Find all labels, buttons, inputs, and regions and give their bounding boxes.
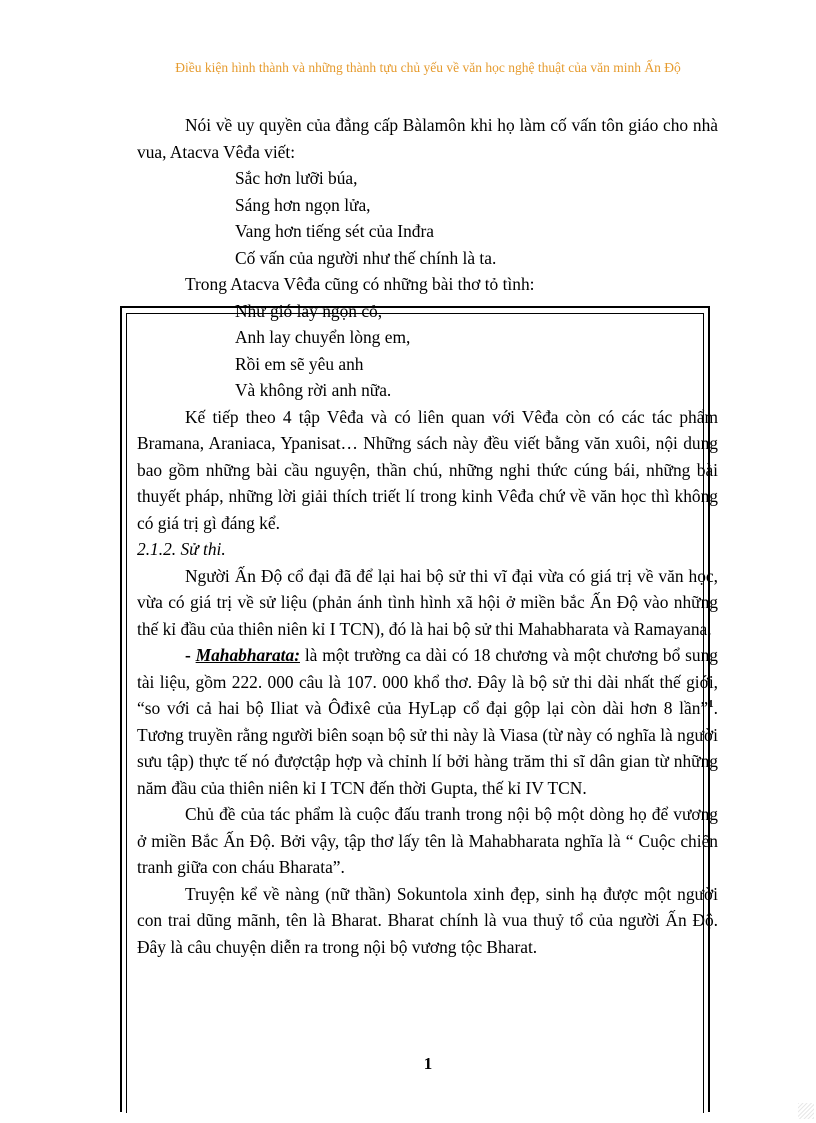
term-mahabharata: Mahabharata: xyxy=(195,645,300,665)
verse-line: Cố vấn của người như thế chính là ta. xyxy=(235,247,497,268)
verse-line: Rồi em sẽ yêu anh xyxy=(235,353,364,374)
verse-line: Anh lay chuyển lòng em, xyxy=(235,327,411,347)
verse-line: Vang hơn tiếng sét của Inđra xyxy=(235,221,434,241)
paragraph-other-works: Kế tiếp theo 4 tập Vêđa và có liên quan với Vêđa còn có các tác phẩm Bramana, Araniaca, Ypanisat… Những sách này đều viết bằng văn xuôi, nội dung bao gồm những bài cầu nguyện, thần chú, những nghi thức cúng bái, những bài thuyết pháp, những lời giải thích triết lí trong kinh Vêđa chứ về văn học thì không có giá trị gì đáng kể. xyxy=(137,406,718,533)
paragraph-story: Truyện kể về nàng (nữ thần) Sokuntola xinh đẹp, sinh hạ được một người con trai dũng mãnh, tên là Bharat. Bharat chính là vua thuỷ tổ của người Ấn Độ. Đây là câu chuyện diễn ra trong nội bộ vương tộc Bharat. xyxy=(137,883,718,957)
verse-block-1 xyxy=(137,165,718,271)
paragraph-love-poems: Trong Atacva Vêđa cũng có những bài thơ tỏ tình: xyxy=(185,274,535,294)
document-body xyxy=(137,112,718,960)
verse-block-2 xyxy=(137,298,718,404)
verse-line: Sáng hơn ngọn lửa, xyxy=(235,194,371,215)
paragraph-mahabharata xyxy=(137,642,718,801)
verse-line: Và không rời anh nữa. xyxy=(235,380,392,400)
section-heading: 2.1.2. Sử thi. xyxy=(137,539,226,559)
paragraph-text: là một trường ca dài có 18 chương và một chương bổ sung tài liệu, gồm 222. 000 câu là 107. 000 khổ thơ. Đây là bộ sử thi dài nhất thế giới, “so với cả hai bộ Iliat và Ôđixê của HyLạp cổ đại gộp lại còn dài hơn 8 lần” xyxy=(137,645,718,718)
paragraph-theme: Chủ đề của tác phẩm là cuộc đấu tranh trong nội bộ một dòng họ để vương ở miền Bắc Ấn Độ. Bởi vậy, tập thơ lấy tên là Mahabharata nghĩa là “ Cuộc chiến tranh giữa con cháu Bharata”. xyxy=(137,804,718,877)
running-header: Điều kiện hình thành và những thành tựu chủ yếu về văn học nghệ thuật của văn minh Ấn Độ xyxy=(175,60,681,75)
paragraph-text-continued: . Tương truyền rằng người biên soạn bộ sử thi này là Viasa (từ này có nghĩa là người sưu tập) thực tế nó đượctập hợp và chỉnh lí bởi hàng trăm thi sĩ dân gian từ những năm đầu của thiên niên kỉ I TCN đến thời Gupta, thế kỉ IV TCN. xyxy=(137,698,718,798)
list-dash: - xyxy=(185,645,196,665)
verse-line: Sắc hơn lưỡi búa, xyxy=(235,168,358,188)
verse-line: Như gió lay ngọn cỏ, xyxy=(235,300,383,321)
page-number: 1 xyxy=(423,1054,433,1073)
footnote-marker[interactable]: 1 xyxy=(708,698,714,711)
paragraph-epics: Người Ấn Độ cổ đại đã để lại hai bộ sử thi vĩ đại vừa có giá trị về văn học, vừa có giá trị về sử liệu (phản ánh tình hình xã hội ở miền bắc Ấn Độ vào những thế kỉ đầu của thiên niên kỉ I TCN), đó là hai bộ sử thi Mahabharata và Ramayana. xyxy=(137,565,718,639)
paragraph-authority: Nói về uy quyền của đẳng cấp Bàlamôn khi họ làm cố vấn tôn giáo cho nhà vua, Atacva Vêđa viết: xyxy=(137,115,718,162)
resize-grip-icon xyxy=(798,1103,814,1119)
